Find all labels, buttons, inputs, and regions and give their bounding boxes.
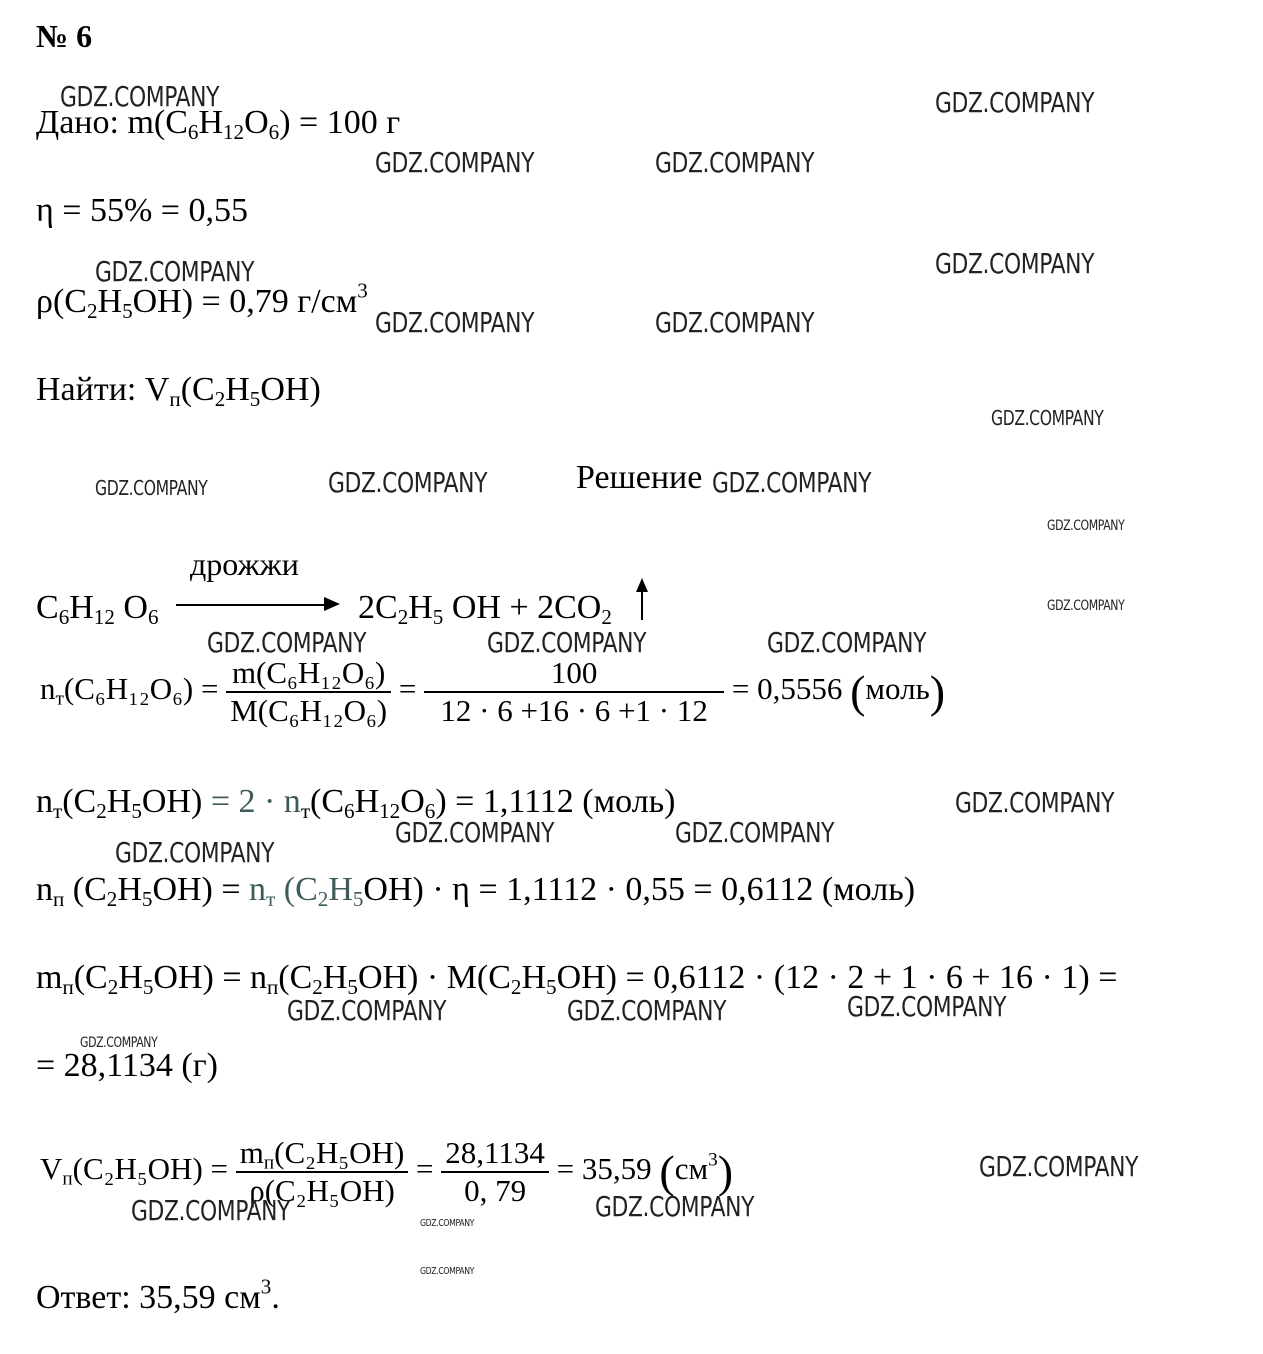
watermark: GDZ.COMPANY <box>420 1266 475 1277</box>
watermark: GDZ.COMPANY <box>595 1190 755 1223</box>
watermark: GDZ.COMPANY <box>95 255 255 288</box>
watermark: GDZ.COMPANY <box>80 1035 158 1051</box>
solution-heading: Решение <box>576 459 703 496</box>
watermark: GDZ.COMPANY <box>1047 598 1125 614</box>
reaction-arrow-head <box>324 597 340 611</box>
given-yield: η = 55% = 0,55 <box>36 192 248 229</box>
answer-line: Ответ: 35,59 $см^3$. <box>36 1274 280 1316</box>
catalyst-label: дрожжи <box>190 546 299 582</box>
step4-continuation: = 28,1134 (г) <box>36 1047 219 1084</box>
watermark: GDZ.COMPANY <box>207 626 367 659</box>
step1-equation: $n_т(C_6H_{12}O_6)$ = $\frac{\text{m(C₆H₁₂O₆)}}{\text{M(C₆H₁₂O₆)}}$ = $\frac{100}{12 \cdot 6 +16 \cdot 6 +1 \cdot 12}$ = 0,5556 (моль) <box>40 655 946 728</box>
task-number: № 6 <box>36 18 93 54</box>
reaction-left: $C_6H_{12}$ $O_6$ <box>36 589 159 629</box>
watermark: GDZ.COMPANY <box>328 466 488 499</box>
watermark: GDZ.COMPANY <box>287 994 447 1027</box>
watermark: GDZ.COMPANY <box>847 990 1007 1023</box>
step5-fraction: $\frac{m_п(C_2H_5OH)}{\text{ρ(C₂H₅OH)}}$ <box>236 1135 409 1209</box>
watermark: GDZ.COMPANY <box>1047 518 1125 534</box>
step5-fraction-values: $\frac{28,1134}{0, 79}$ <box>441 1135 549 1209</box>
watermark: GDZ.COMPANY <box>655 306 815 339</box>
find-label: Найти: <box>36 371 137 408</box>
watermark: GDZ.COMPANY <box>991 406 1104 430</box>
watermark: GDZ.COMPANY <box>675 816 835 849</box>
step3-equation: $n_п$ $(C_2H_5OH) = n_т$ $(C_2H_5OH) \cdot \eta = 1,1112 \cdot 0,55 = 0,6112$ (моль) <box>36 871 916 911</box>
gas-arrow <box>641 590 643 620</box>
find-line: Найти: $V_п(C_2H_5OH)$ <box>36 371 321 411</box>
given-label: Дано: <box>36 104 119 141</box>
watermark: GDZ.COMPANY <box>712 466 872 499</box>
watermark: GDZ.COMPANY <box>935 86 1095 119</box>
watermark: GDZ.COMPANY <box>655 146 815 179</box>
step1-fraction-values: $\frac{100}{12 \cdot 6 +16 \cdot 6 +1 \cdot 12}$ <box>424 655 724 729</box>
step5-equation: $V_п(C_2H_5OH)$ = $\frac{m_п(C_2H_5OH)}{\text{ρ(C₂H₅OH)}}$ = $\frac{28,1134}{0, 79}$ = 35,59 $(см^3)$ <box>40 1135 734 1208</box>
watermark: GDZ.COMPANY <box>131 1194 291 1227</box>
watermark: GDZ.COMPANY <box>60 80 220 113</box>
watermark: GDZ.COMPANY <box>935 247 1095 280</box>
watermark: GDZ.COMPANY <box>487 626 647 659</box>
watermark: GDZ.COMPANY <box>767 626 927 659</box>
step4-equation: $m_п(C_2H_5OH) = n_п(C_2H_5OH) \cdot M(C_2H_5OH) = 0,6112 \cdot (12 \cdot 2 + 1 \cdot 6 + 16 \cdot 1)$ = <box>36 959 1118 999</box>
watermark: GDZ.COMPANY <box>567 994 727 1027</box>
watermark: GDZ.COMPANY <box>95 476 208 500</box>
given-mass: Дано: $m(C_6H_{12}O_6) = 100$ г <box>36 104 401 144</box>
gas-arrow-head <box>636 578 648 592</box>
reaction-right: $2C_2H_5$ OH + $2CO_2$ <box>358 589 612 629</box>
step1-fraction: $\frac{\text{m(C₆H₁₂O₆)}}{\text{M(C₆H₁₂O₆)}}$ <box>226 655 391 729</box>
watermark: GDZ.COMPANY <box>955 786 1115 819</box>
watermark: GDZ.COMPANY <box>115 836 275 869</box>
watermark: GDZ.COMPANY <box>375 146 535 179</box>
watermark: GDZ.COMPANY <box>395 816 555 849</box>
reaction-arrow <box>176 604 326 606</box>
step2-equation: $n_т(C_2H_5OH) = 2 \cdot n_т(C_6H_{12}O_6) = 1,1112$ (моль) <box>36 783 676 823</box>
watermark: GDZ.COMPANY <box>375 306 535 339</box>
given-density: $\rho(C_2H_5OH) = 0,79$ $г/см^3$ <box>36 278 368 323</box>
watermark: GDZ.COMPANY <box>420 1218 475 1229</box>
watermark: GDZ.COMPANY <box>979 1150 1139 1183</box>
